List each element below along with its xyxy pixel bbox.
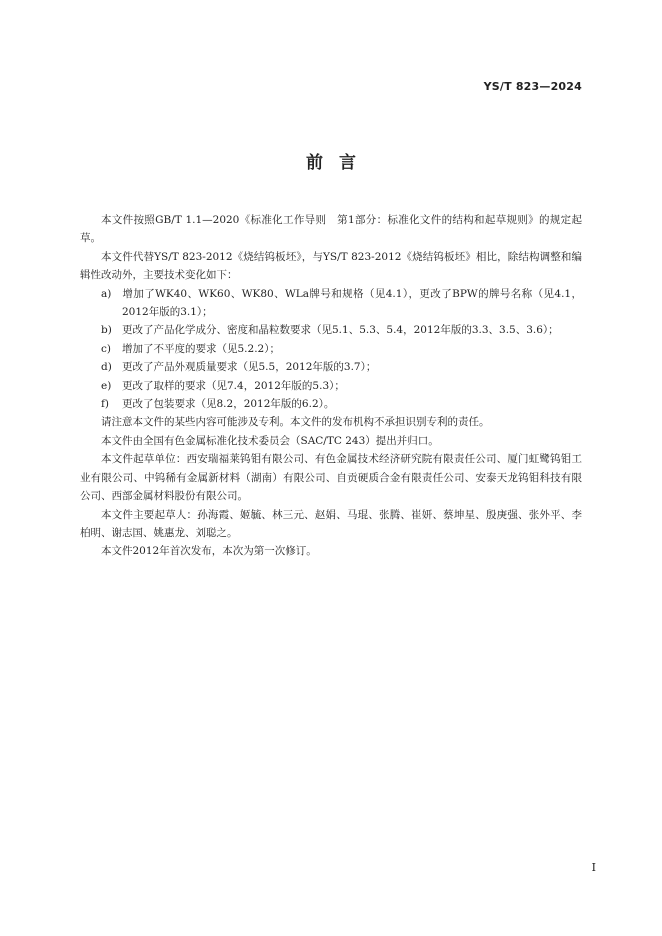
change-item-e xyxy=(80,377,582,395)
paragraph-patent-notice: 请注意本文件的某些内容可能涉及专利。本文件的发布机构不承担识别专利的责任。 xyxy=(101,416,490,429)
paragraph-drafting-rules: 本文件按照GB/T 1.1—2020《标准化工作导则 第1部分：标准化文件的结构和起草规则》的规定起草。 xyxy=(80,214,582,245)
change-item-b xyxy=(80,321,582,339)
list-text: 更改了包装要求（见8.2，2012年版的6.2）。 xyxy=(122,398,335,411)
list-label: c) xyxy=(101,342,111,355)
list-text: 更改了取样的要求（见7.4，2012年版的5.3）； xyxy=(122,379,345,392)
foreword-body xyxy=(80,211,582,561)
list-label: f) xyxy=(101,398,109,411)
page-title: 前言 xyxy=(306,153,372,173)
page-number: I xyxy=(591,861,596,874)
list-label: e) xyxy=(101,379,112,392)
change-item-f xyxy=(80,395,582,413)
paragraph-replacement: 本文件代替YS/T 823-2012《烧结钨板坯》，与YS/T 823-2012《烧结钨板坯》相比，除结构调整和编辑性改动外，主要技术变化如下： xyxy=(80,250,582,282)
list-text: 增加了WK40、WK60、WK80、WLa牌号和规格（见4.1），更改了BPW的牌号名称（见4.1，2012年版的3.1）； xyxy=(122,287,582,319)
change-item-a xyxy=(80,285,582,322)
list-label: a) xyxy=(101,287,112,300)
paragraph-drafting-units: 本文件起草单位：西安瑞福莱钨钼有限公司、有色金属技术经济研究院有限责任公司、厦门虹鹭钨钼工业有限公司、中钨稀有金属新材料（湖南）有限公司、自贡硬质合金有限责任公司、安泰天龙钨钼科技有限公司、西部金属材料股份有限公司。 xyxy=(80,453,582,503)
change-item-d xyxy=(80,358,582,376)
paragraph-history: 本文件2012年首次发布，本次为第一次修订。 xyxy=(101,545,317,558)
list-text: 更改了产品化学成分、密度和晶粒数要求（见5.1、5.3、5.4，2012年版的3.3、3.5、3.6）； xyxy=(122,324,559,337)
list-label: d) xyxy=(101,361,112,374)
list-text: 更改了产品外观质量要求（见5.5，2012年版的3.7）； xyxy=(122,361,377,374)
paragraph-proposer: 本文件由全国有色金属标准化技术委员会（SAC/TC 243）提出并归口。 xyxy=(101,434,439,447)
list-text: 增加了不平度的要求（见5.2.2）； xyxy=(122,342,280,355)
list-label: b) xyxy=(101,324,112,337)
standard-code: YS/T 823—2024 xyxy=(483,80,582,93)
paragraph-drafters: 本文件主要起草人：孙海霞、姬毓、林三元、赵娟、马琨、张腾、崔妍、蔡坤星、殷庚强、张外平、李柏明、谢志国、姚惠龙、刘聪之。 xyxy=(80,508,582,539)
change-item-c xyxy=(80,340,582,358)
